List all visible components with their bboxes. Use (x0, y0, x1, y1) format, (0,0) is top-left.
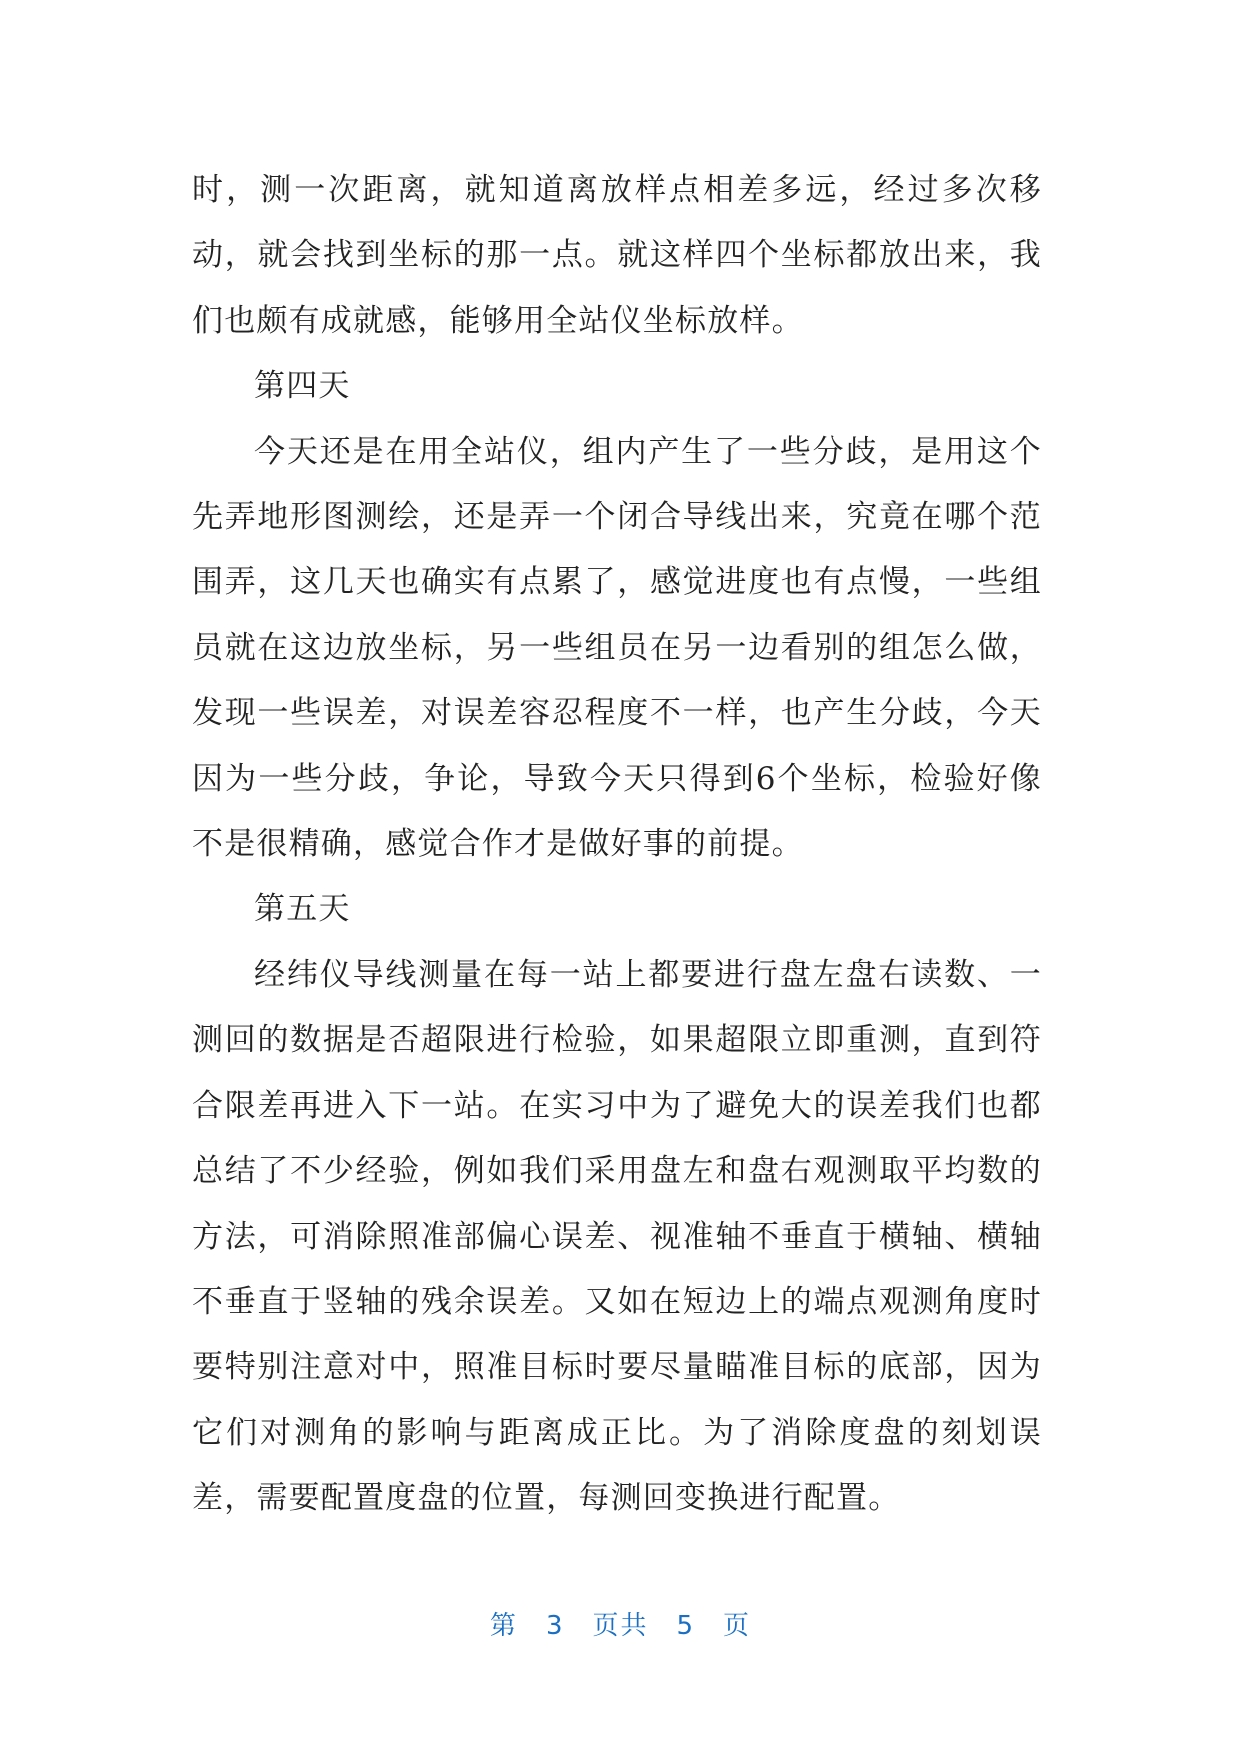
footer-current-page: 3 (545, 1611, 565, 1641)
paragraph-continuation: 时，测一次距离，就知道离放样点相差多远，经过多次移动，就会找到坐标的那一点。就这样四个坐标都放出来，我们也颇有成就感，能够用全站仪坐标放样。 (192, 172, 1042, 339)
document-body (192, 158, 1042, 1532)
footer-middle: 页共 (592, 1611, 649, 1641)
paragraph-day-five: 经纬仪导线测量在每一站上都要进行盘左盘右读数、一测回的数据是否超限进行检验，如果超限立即重测，直到符合限差再进入下一站。在实习中为了避免大的误差我们也都总结了不少经验，例如我们采用盘左和盘右观测取平均数的方法，可消除照准部偏心误差、视准轴不垂直于横轴、横轴不垂直于竖轴的残余误差。又如在短边上的端点观测角度时要特别注意对中，照准目标时要尽量瞄准目标的底部，因为它们对测角的影响与距离成正比。为了消除度盘的刻划误差，需要配置度盘的位置，每测回变换进行配置。 (192, 956, 1042, 1517)
page-footer (0, 1605, 1241, 1642)
footer-suffix: 页 (723, 1611, 752, 1641)
paragraph-day-four: 今天还是在用全站仪，组内产生了一些分歧，是用这个先弄地形图测绘，还是弄一个闭合导线出来，究竟在哪个范围弄，这几天也确实有点累了，感觉进度也有点慢，一些组员就在这边放坐标，另一些组员在另一边看别的组怎么做，发现一些误差，对误差容忍程度不一样，也产生分歧，今天因为一些分歧，争论，导致今天只得到6个坐标，检验好像不是很精确，感觉合作才是做好事的前提。 (192, 433, 1042, 863)
footer-total-pages: 5 (676, 1611, 696, 1641)
section-heading-day-five: 第五天 (254, 891, 351, 928)
footer-prefix: 第 (489, 1611, 518, 1641)
section-heading-day-four: 第四天 (254, 368, 351, 405)
